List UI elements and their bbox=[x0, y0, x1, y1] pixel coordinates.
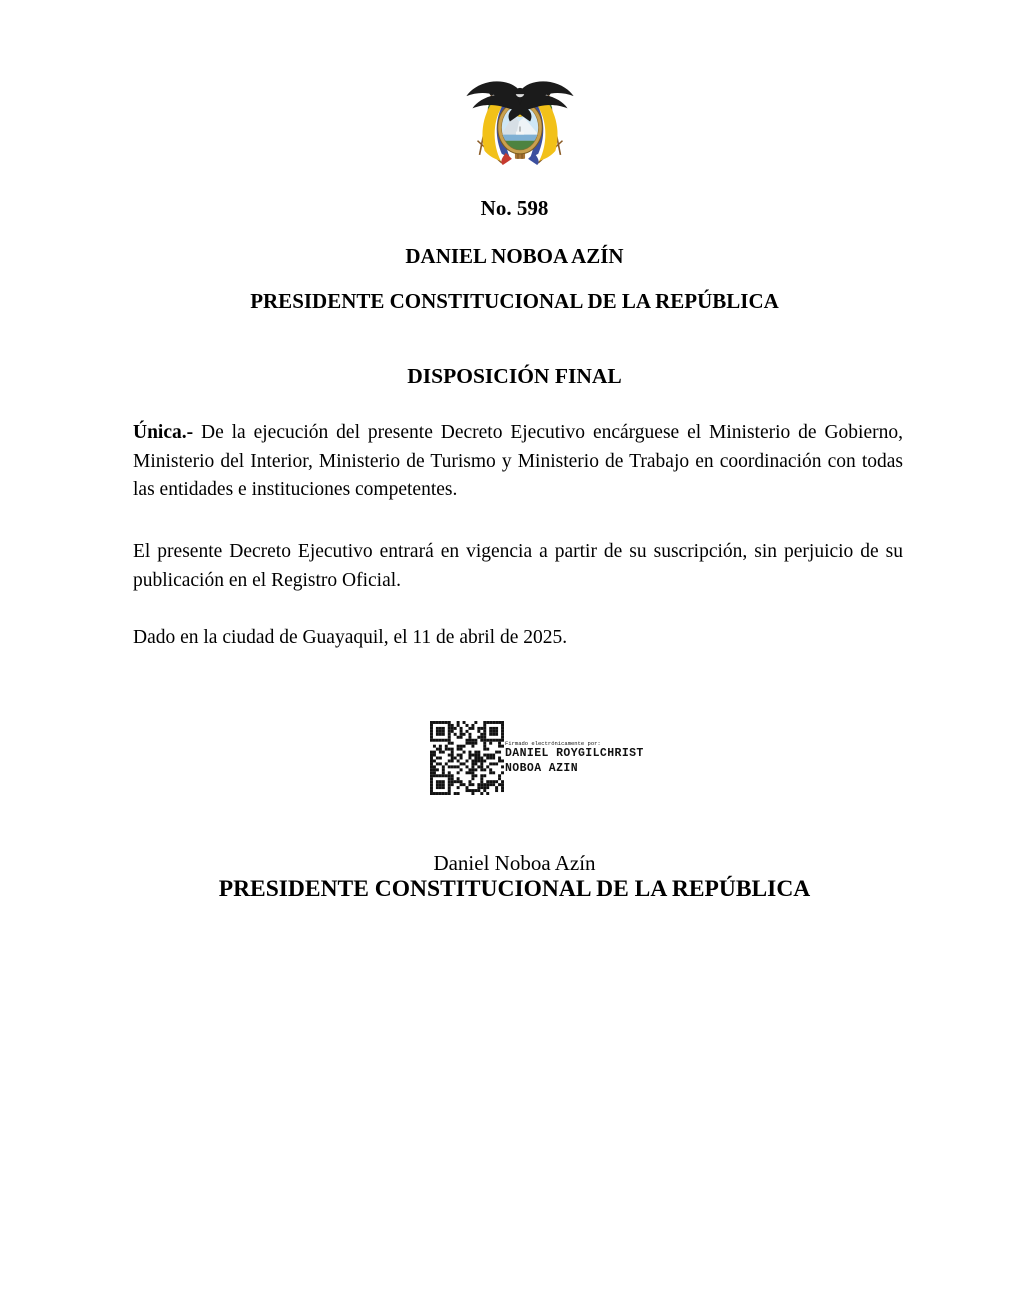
decree-number: No. 598 bbox=[480, 196, 549, 220]
esign-name-line2: NOBOA AZIN bbox=[505, 761, 579, 775]
esign-text bbox=[505, 740, 644, 776]
esign-name-line1: DANIEL ROYGILCHRIST bbox=[505, 747, 644, 760]
electronic-signature-block bbox=[430, 721, 644, 795]
ecuador-coat-of-arms-icon bbox=[461, 80, 579, 167]
section-title: DISPOSICIÓN FINAL bbox=[407, 364, 622, 388]
paragraph-unica-lead: Única.- bbox=[133, 422, 194, 443]
esign-label: Firmado electrónicamente por: bbox=[505, 740, 601, 747]
president-name-heading: DANIEL NOBOA AZÍN bbox=[405, 244, 624, 268]
signer-name: Daniel Noboa Azín bbox=[433, 851, 596, 875]
paragraph-vigencia: El presente Decreto Ejecutivo entrará en vigencia a partir de su suscripción, sin perjuicio de su publicación en el Registro Oficial. bbox=[133, 541, 903, 591]
paragraph-dado: Dado en la ciudad de Guayaquil, el 11 de abril de 2025. bbox=[133, 627, 568, 648]
paragraph-unica-text: De la ejecución del presente Decreto Ejecutivo encárguese el Ministerio de Gobierno, Ministerio del Interior, Ministerio de Turismo y Ministerio de Trabajo en coordinación con todas las entidades e instituciones competentes. bbox=[133, 422, 903, 501]
signer-title: PRESIDENTE CONSTITUCIONAL DE LA REPÚBLICA bbox=[218, 876, 811, 902]
president-title-heading: PRESIDENTE CONSTITUCIONAL DE LA REPÚBLICA bbox=[250, 289, 779, 313]
paragraph-unica bbox=[133, 419, 903, 505]
qr-code-icon bbox=[430, 721, 504, 795]
